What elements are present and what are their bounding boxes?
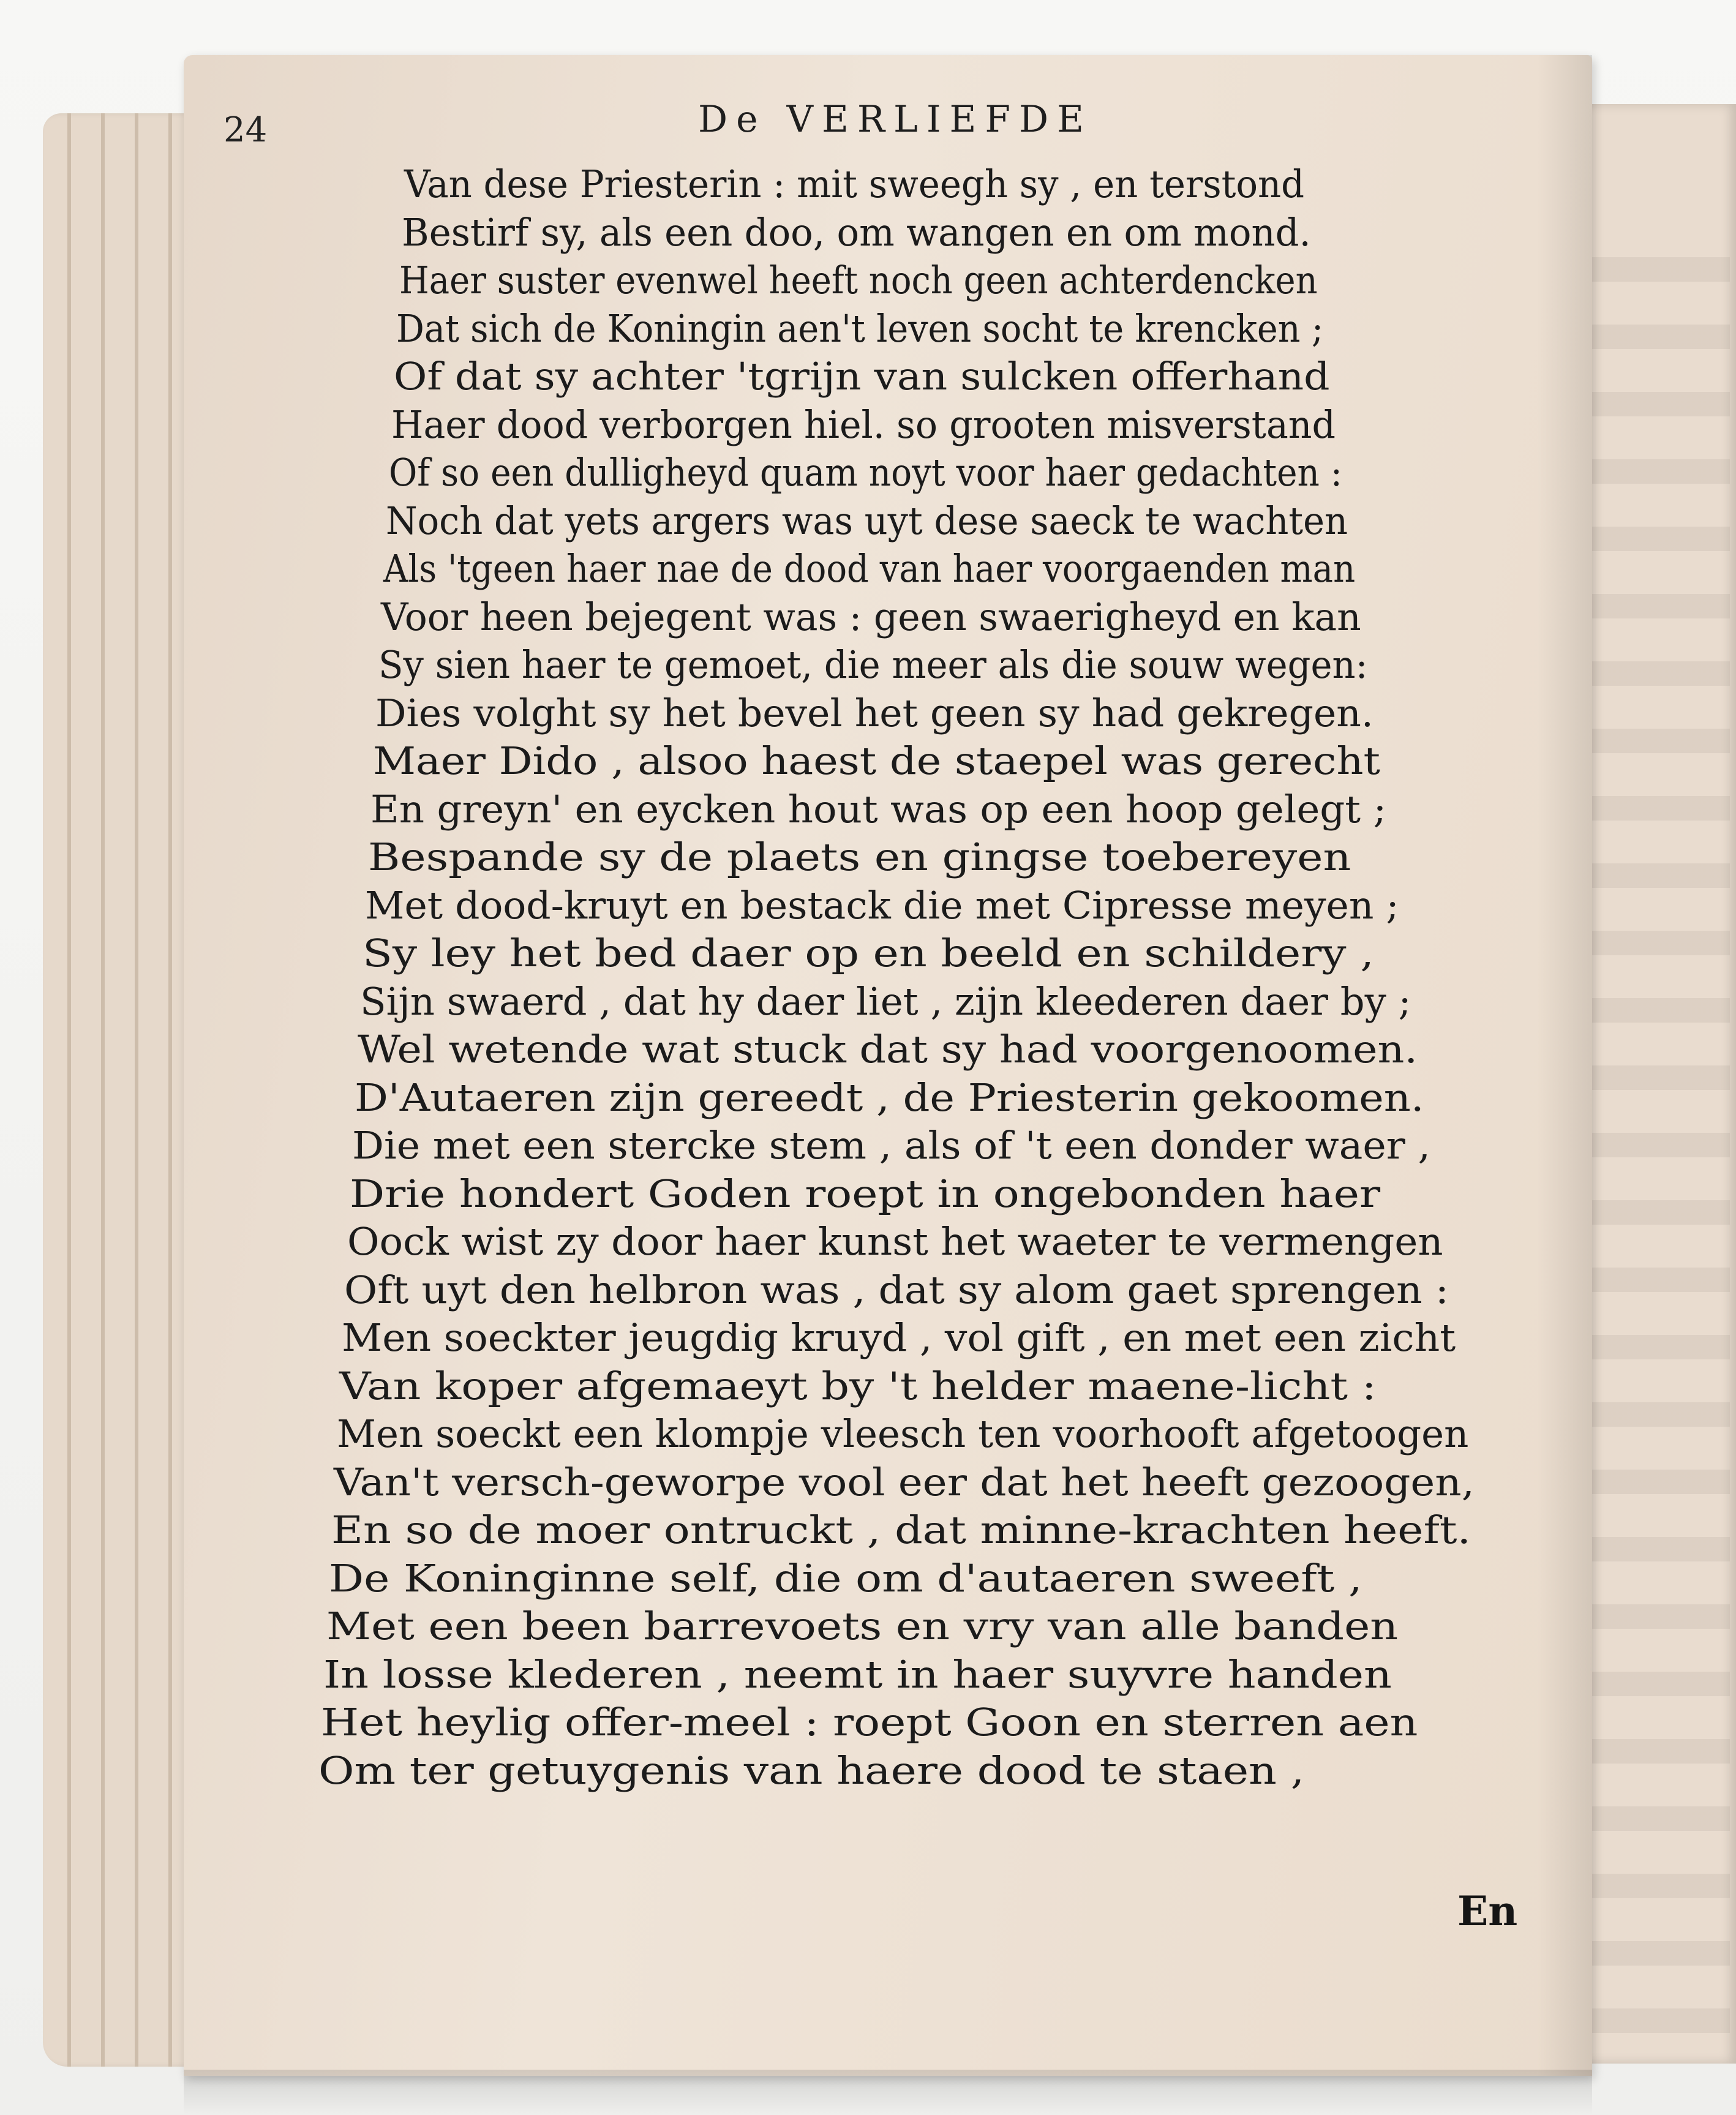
- verse-line: Maer Dido , alsoo haest de staepel was gerecht: [373, 738, 1381, 783]
- verse-line: Of dat sy achter 'tgrijn van sulcken offerhand: [394, 354, 1330, 399]
- verse-line: Bestirf sy, als een doo, om wangen en om mond.: [401, 209, 1311, 255]
- verse-line: En so de moer ontruckt , dat minne-krachten heeft.: [331, 1508, 1471, 1552]
- page-number: 24: [224, 110, 268, 150]
- verse-line: De Koninginne self, die om d'autaeren sweeft ,: [328, 1555, 1362, 1601]
- verse-line: Men soeckter jeugdig kruyd , vol gift , en met een zicht: [342, 1315, 1456, 1360]
- verse-line: Sy sien haer te gemoet, die meer als die souw wegen:: [378, 642, 1368, 687]
- verse-line: En greyn' en eycken hout was op een hoop gelegt ;: [370, 786, 1386, 832]
- verse-line: Die met een stercke stem , als of 't een donder waer ,: [352, 1123, 1431, 1168]
- running-head: De VERLIEFDE: [698, 98, 1092, 141]
- verse-line: Drie hondert Goden roept in ongebonden haer: [349, 1171, 1380, 1216]
- verse-line: Met een been barrevoets en vry van alle banden: [326, 1604, 1398, 1648]
- verse-line: Oft uyt den helbron was , dat sy alom gaet sprengen :: [344, 1267, 1449, 1312]
- verse-line: Bespande sy de plaets en gingse toebereyen: [367, 835, 1351, 879]
- verse-line: Het heylig offer-meel : roept Goon en sterren aen: [321, 1700, 1418, 1745]
- catchword: En: [1457, 1887, 1518, 1935]
- verse-line: Met dood-kruyt en bestack die met Cipresse meyen ;: [365, 882, 1399, 928]
- verse-line: Oock wist zy door haer kunst het waeter te vermengen: [347, 1219, 1443, 1264]
- page-stack: [43, 113, 202, 2067]
- verse-line: D'Autaeren zijn gereedt , de Priesterin gekoomen.: [355, 1075, 1425, 1120]
- verse-line: Om ter getuygenis van haere dood te staen ,: [318, 1748, 1305, 1793]
- verse-line: Van dese Priesterin : mit sweegh sy , en terstond: [404, 162, 1305, 206]
- verse-line: Sijn swaerd , dat hy daer liet , zijn kleederen daer by ;: [359, 979, 1411, 1024]
- verse-line: Van koper afgemaeyt by 't helder maene-licht :: [339, 1363, 1377, 1408]
- verse-line: Men soeckt een klompje vleesch ten voorhooft afgetoogen: [336, 1411, 1469, 1456]
- verse-line: Haer dood verborgen hiel. so grooten misverstand: [391, 402, 1336, 447]
- page-shadow: [184, 2070, 1592, 2115]
- verse-line: Wel wetende wat stuck dat sy had voorgenoomen.: [357, 1027, 1418, 1072]
- verse-line: Van't versch-geworpe vool eer dat het heeft gezoogen,: [334, 1459, 1475, 1505]
- verse-line: Noch dat yets argers was uyt dese saeck te wachten: [386, 498, 1348, 543]
- verse-line: Voor heen bejegent was : geen swaerigheyd en kan: [380, 594, 1361, 639]
- verse-line: Als 'tgeen haer nae de dood van haer voorgaenden man: [383, 546, 1356, 591]
- verse-line: Dat sich de Koningin aen't leven socht te krencken ;: [396, 306, 1324, 351]
- verse-line: Sy ley het bed daer op en beeld en schildery ,: [363, 931, 1375, 975]
- verse-line: Dies volght sy het bevel het geen sy had gekregen.: [375, 690, 1374, 735]
- verse-line: Haer suster evenwel heeft noch geen achterdencken: [399, 258, 1318, 302]
- verse-line: In losse klederen , neemt in haer suyvre handen: [323, 1651, 1392, 1697]
- verse-line: Of so een dulligheyd quam noyt voor haer gedachten :: [388, 450, 1342, 495]
